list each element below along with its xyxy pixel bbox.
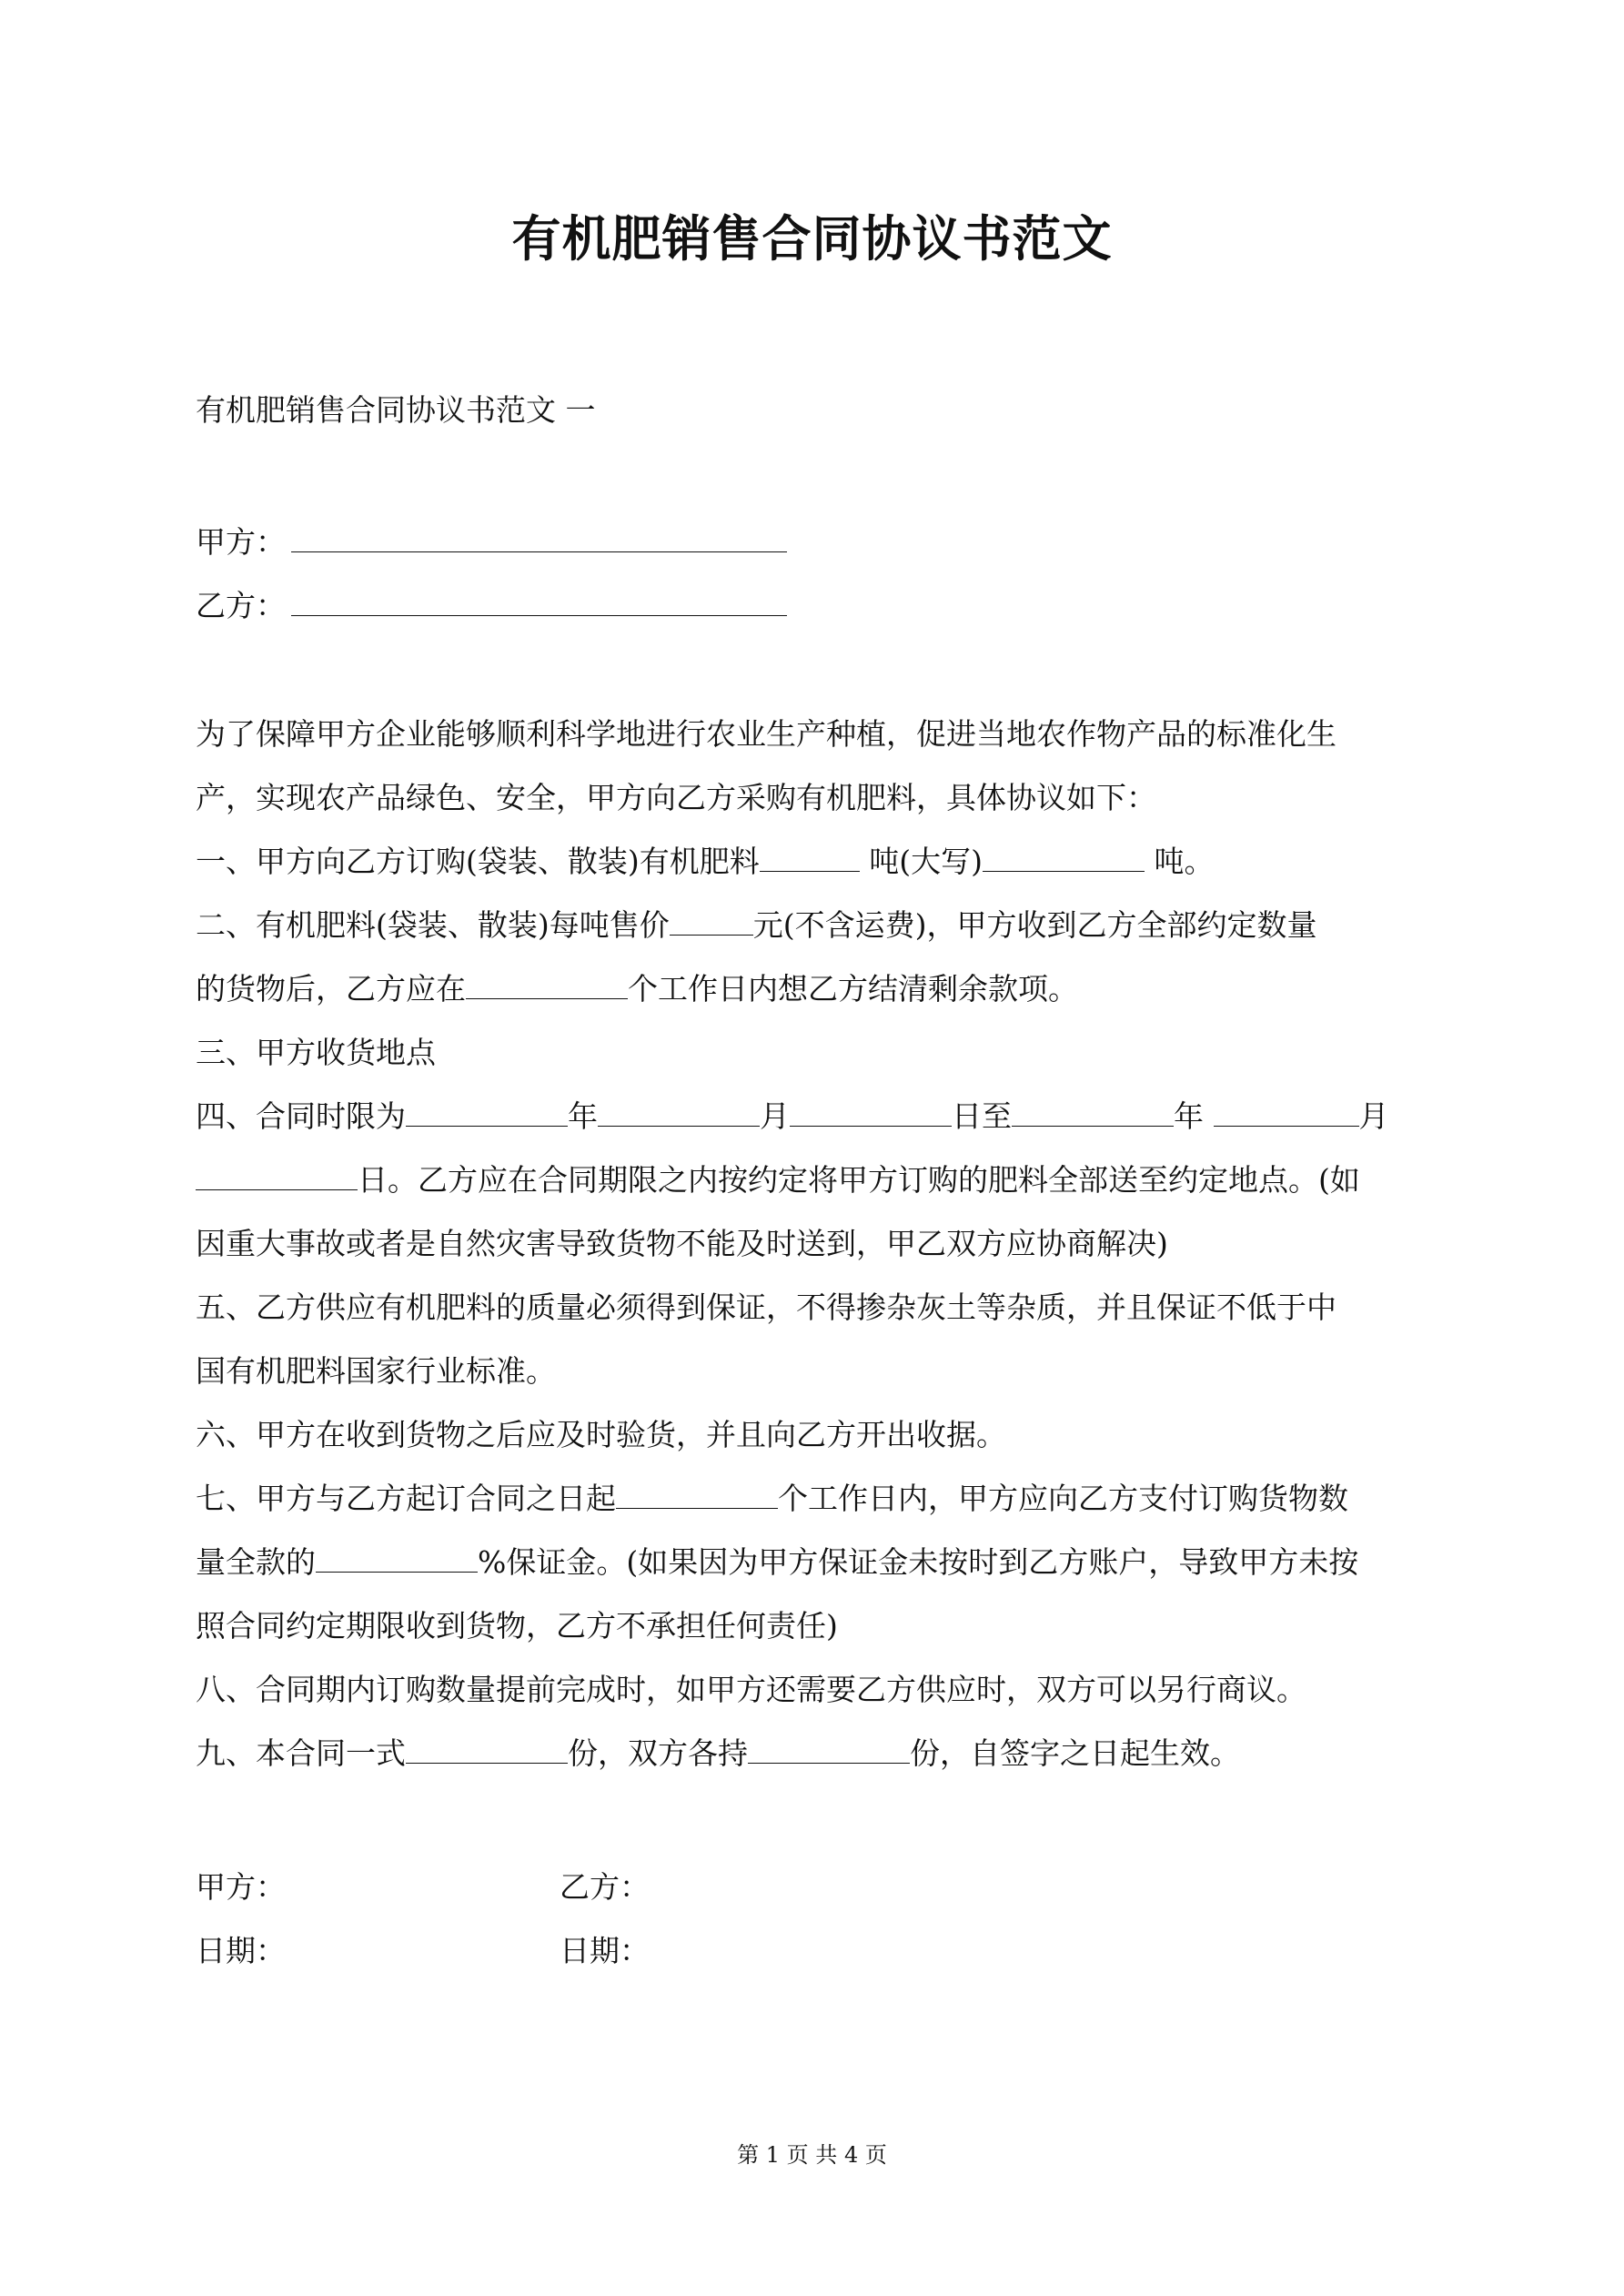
clause-5-cont: 国有机肥料国家行业标准。 [196,1353,556,1389]
clause-text: 二、有机肥料(袋装、散装)每吨售价 [196,907,670,943]
blank-field [196,1162,358,1190]
blank-field [406,1735,568,1764]
blank-field [748,1735,910,1764]
section-subtitle: 有机肥销售合同协议书范文 一 [196,392,596,428]
blank-field [1012,1098,1174,1127]
clause-2-cont [196,957,1447,1021]
blank-field [760,844,860,872]
clause-8: 八、合同期内订购数量提前完成时，如甲方还需要乙方供应时，双方可以另行商议。 [196,1672,1306,1707]
clause-1 [196,830,1447,894]
clause-3: 三、甲方收货地点 [196,1035,436,1070]
intro-line: 为了保障甲方企业能够顺利科学地进行农业生产种植，促进当地农作物产品的标准化生 [196,716,1337,752]
signature-party-b: 乙方： [560,1869,650,1905]
clause-4-cont: 因重大事故或者是自然灾害导致货物不能及时送到，甲乙双方应协商解决) [196,1226,1168,1261]
clause-text: 月 [1358,1098,1389,1134]
blank-field [616,1481,778,1509]
blank-field [466,971,628,999]
clause-2 [196,894,1447,957]
clause-text: 个工作日内想乙方结清剩余款项。 [628,971,1078,1006]
page-footer: 第 1 页 共 4 页 [737,2142,887,2168]
clause-text: 四、合同时限为 [196,1098,406,1134]
blank-field [406,1098,568,1127]
clause-4-cont [196,1148,1447,1212]
date-party-b: 日期： [560,1933,650,1968]
date-party-a: 日期： [196,1933,286,1968]
clause-text: 年 [1174,1098,1214,1134]
party-a-label: 甲方： [196,524,286,560]
clause-text: 吨(大写) [859,844,983,879]
clause-7-cont [196,1531,1447,1594]
clause-7-cont: 照合同约定期限收到货物，乙方不承担任何责任) [196,1608,838,1644]
party-b-blank [291,588,787,616]
clause-text: 九、本合同一式 [196,1735,406,1771]
party-b-line [196,582,787,625]
document-title: 有机肥销售合同协议书范文 [511,209,1113,268]
clause-text: 一、甲方向乙方订购(袋装、散装)有机肥料 [196,844,760,879]
clause-text: 七、甲方与乙方起订合同之日起 [196,1481,616,1516]
clause-text: 份，双方各持 [568,1735,748,1771]
clause-4 [196,1085,1447,1148]
blank-field [670,907,753,936]
contract-body [196,703,1447,1785]
clause-text: 年 [568,1098,598,1134]
clause-text: 个工作日内，甲方应向乙方支付订购货物数 [778,1481,1348,1516]
party-a-line [196,519,787,561]
clause-text: 份，自签字之日起生效。 [910,1735,1240,1771]
party-a-blank [291,524,787,552]
blank-field [1214,1098,1359,1127]
clause-text: 月 [760,1098,790,1134]
clause-text: 的货物后，乙方应在 [196,971,466,1006]
signature-party-a: 甲方： [196,1869,286,1905]
clause-text: 元(不含运费)，甲方收到乙方全部约定数量 [752,907,1317,943]
blank-field [790,1098,952,1127]
clause-text: 吨。 [1145,844,1215,879]
blank-field [983,844,1145,872]
party-b-label: 乙方： [196,588,286,623]
clause-text: %保证金。(如果因为甲方保证金未按时到乙方账户，导致甲方未按 [478,1544,1359,1580]
intro-line: 产，实现农产品绿色、安全，甲方向乙方采购有机肥料，具体协议如下： [196,780,1156,815]
blank-field [316,1544,478,1573]
blank-field [598,1098,760,1127]
clause-5: 五、乙方供应有机肥料的质量必须得到保证，不得掺杂灰土等杂质，并且保证不低于中 [196,1290,1337,1325]
clause-7 [196,1467,1447,1531]
clause-9 [196,1722,1447,1785]
clause-text: 日至 [952,1098,1012,1134]
clause-text: 日。乙方应在合同期限之内按约定将甲方订购的肥料全部送至约定地点。(如 [358,1162,1360,1198]
clause-6: 六、甲方在收到货物之后应及时验货，并且向乙方开出收据。 [196,1417,1006,1452]
clause-text: 量全款的 [196,1544,316,1580]
